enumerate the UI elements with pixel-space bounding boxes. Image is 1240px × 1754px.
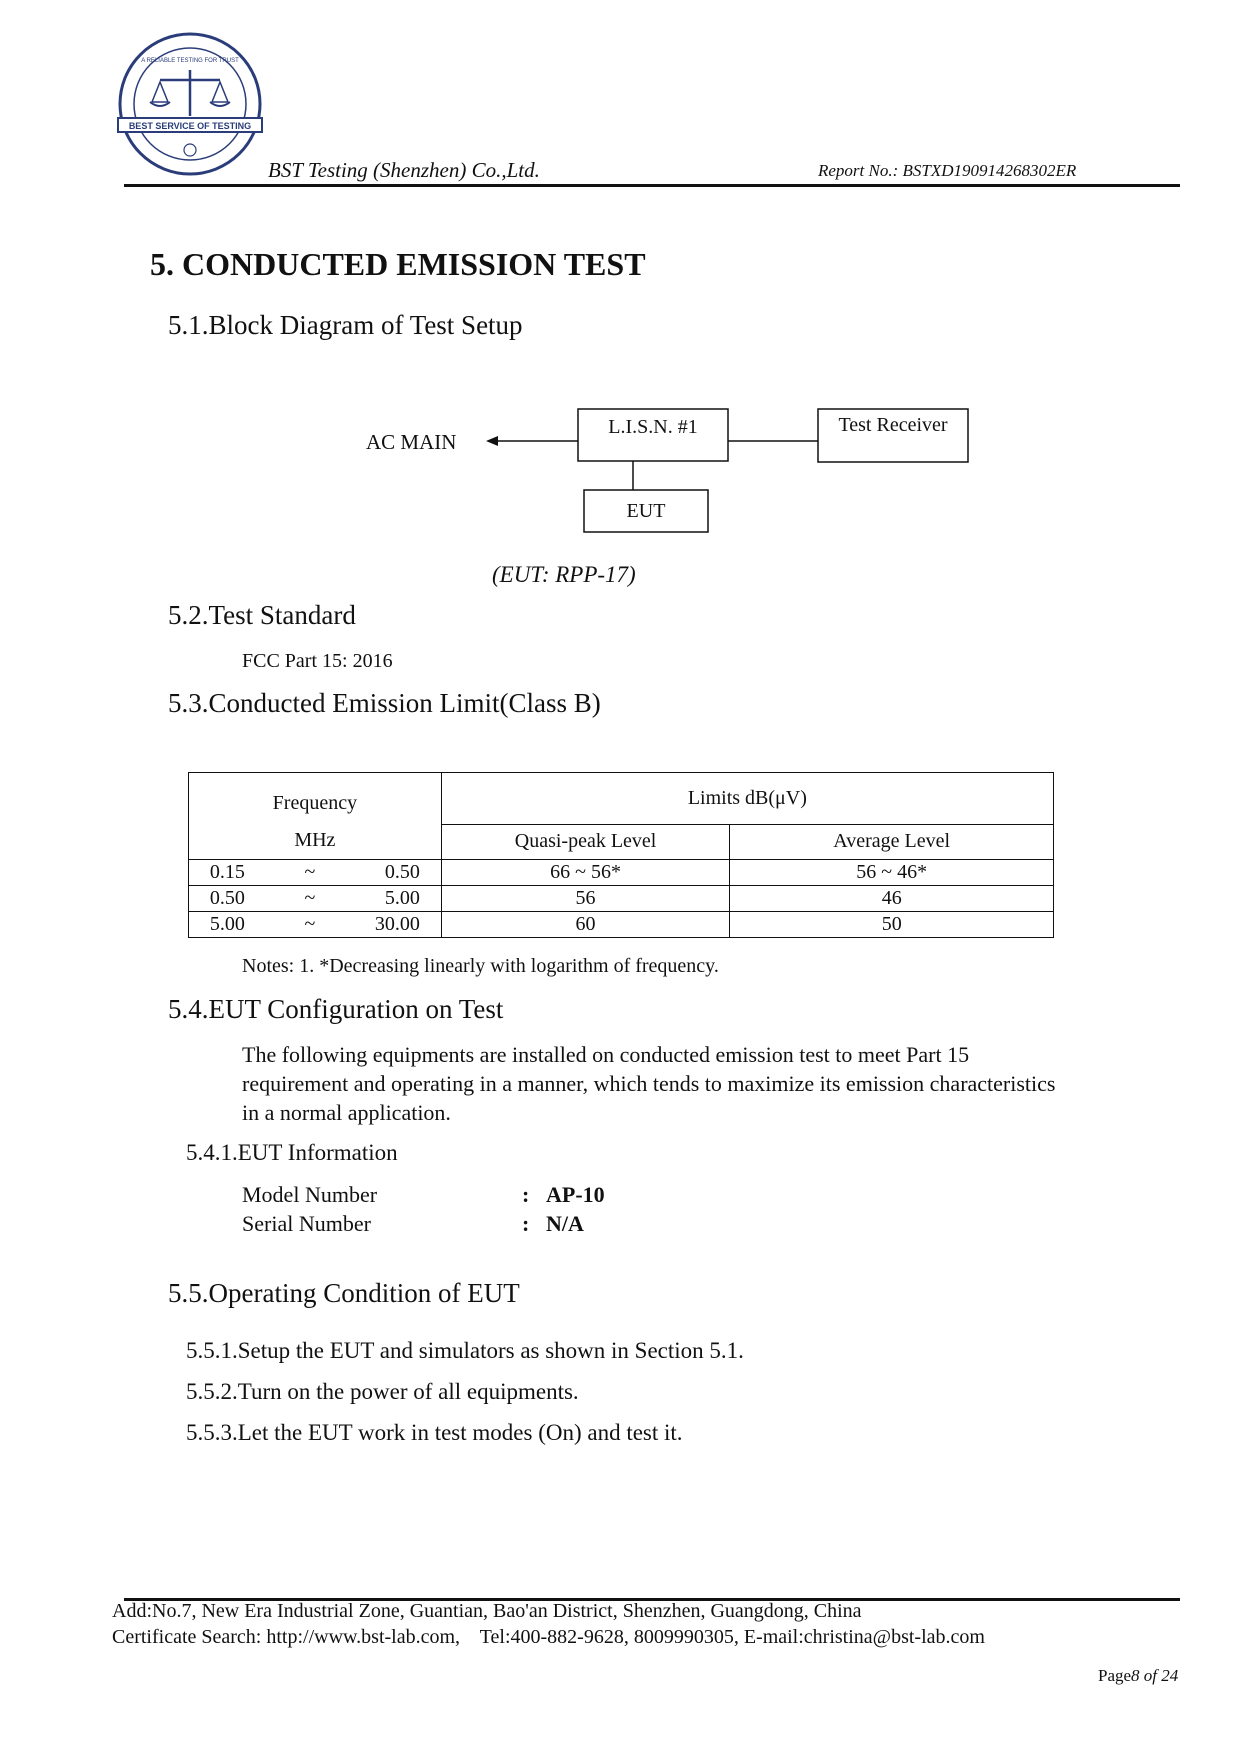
page-current: 8 xyxy=(1131,1666,1140,1685)
freq-range xyxy=(189,886,442,912)
step-5-5-1: 5.5.1.Setup the EUT and simulators as shown in Section 5.1. xyxy=(186,1338,744,1363)
freq-range xyxy=(189,860,442,886)
footer-contact: Certificate Search: http://www.bst-lab.com, Tel:400-882-9628, 8009990305, E-mail:christina@bst-lab.com xyxy=(112,1626,985,1648)
eut-config-line-1: The following equipments are installed on conducted emission test to meet Part 15 xyxy=(242,1042,970,1067)
eut-config-line-3: in a normal application. xyxy=(242,1100,451,1125)
frequency-unit: MHz xyxy=(294,829,336,851)
test-standard: FCC Part 15: 2016 xyxy=(242,650,393,672)
section-title: 5. CONDUCTED EMISSION TEST xyxy=(150,246,646,282)
freq-sep: ~ xyxy=(304,887,316,909)
heading-5-5: 5.5.Operating Condition of EUT xyxy=(168,1278,520,1308)
qp-header: Quasi-peak Level xyxy=(441,824,730,860)
avg-header: Average Level xyxy=(730,824,1054,860)
model-colon: : xyxy=(522,1182,530,1207)
step-5-5-2: 5.5.2.Turn on the power of all equipments. xyxy=(186,1379,579,1404)
ac-main-label: AC MAIN xyxy=(366,430,457,454)
eut-label: EUT xyxy=(626,500,666,522)
step-5-5-3: 5.5.3.Let the EUT work in test modes (On) and test it. xyxy=(186,1420,683,1445)
receiver-label: Test Receiver xyxy=(838,414,948,436)
freq-from: 0.15 xyxy=(209,861,245,883)
frequency-header-cell xyxy=(189,773,442,860)
freq-sep: ~ xyxy=(304,913,316,935)
freq-to: 5.00 xyxy=(384,887,420,909)
table-notes: Notes: 1. *Decreasing linearly with logarithm of frequency. xyxy=(242,955,719,977)
footer-address: Add:No.7, New Era Industrial Zone, Guantian, Bao'an District, Shenzhen, Guangdong, China xyxy=(112,1600,862,1622)
table-row xyxy=(189,860,1054,886)
lisn-label: L.I.S.N. #1 xyxy=(608,416,698,438)
serial-number-label: Serial Number xyxy=(242,1211,371,1236)
page-total: 24 xyxy=(1161,1666,1179,1685)
qp-value: 60 xyxy=(441,912,730,938)
avg-value: 46 xyxy=(730,886,1054,912)
heading-5-3: 5.3.Conducted Emission Limit(Class B) xyxy=(168,688,601,718)
qp-value: 56 xyxy=(441,886,730,912)
model-number-label: Model Number xyxy=(242,1182,378,1207)
heading-5-4: 5.4.EUT Configuration on Test xyxy=(168,994,504,1024)
frequency-header: Frequency xyxy=(272,792,358,814)
company-logo xyxy=(116,30,264,178)
company-name: BST Testing (Shenzhen) Co.,Ltd. xyxy=(268,158,540,182)
qp-value: 66 ~ 56* xyxy=(441,860,730,886)
freq-to: 30.00 xyxy=(374,913,420,935)
header-rule xyxy=(124,184,1180,187)
table-row xyxy=(189,912,1054,938)
eut-config-line-2: requirement and operating in a manner, which tends to maximize its emission characteristics xyxy=(242,1071,1056,1096)
freq-from: 0.50 xyxy=(209,887,245,909)
avg-value: 56 ~ 46* xyxy=(730,860,1054,886)
block-diagram xyxy=(340,400,1000,560)
diagram-caption: (EUT: RPP-17) xyxy=(492,562,636,587)
serial-number-value: N/A xyxy=(546,1211,584,1236)
limits-header: Limits dB(μV) xyxy=(441,773,1053,825)
model-number-value: AP-10 xyxy=(546,1182,605,1207)
freq-range xyxy=(189,912,442,938)
logo-top-text: A RELIABLE TESTING FOR TRUST xyxy=(141,58,239,64)
arrow-head xyxy=(486,436,498,446)
freq-from: 5.00 xyxy=(209,913,245,935)
logo-band-text: BEST SERVICE OF TESTING xyxy=(128,121,252,131)
limits-table xyxy=(188,772,1054,938)
page-prefix: Page xyxy=(1098,1666,1132,1685)
page-number xyxy=(1098,1666,1178,1686)
page-of: of xyxy=(1139,1666,1162,1685)
avg-value: 50 xyxy=(730,912,1054,938)
serial-colon: : xyxy=(522,1211,530,1236)
heading-5-2: 5.2.Test Standard xyxy=(168,600,356,630)
report-number: Report No.: BSTXD190914268302ER xyxy=(818,161,1077,180)
heading-5-4-1: 5.4.1.EUT Information xyxy=(186,1140,398,1165)
table-row xyxy=(189,886,1054,912)
freq-to: 0.50 xyxy=(384,861,420,883)
freq-sep: ~ xyxy=(304,861,316,883)
heading-5-1: 5.1.Block Diagram of Test Setup xyxy=(168,310,523,340)
